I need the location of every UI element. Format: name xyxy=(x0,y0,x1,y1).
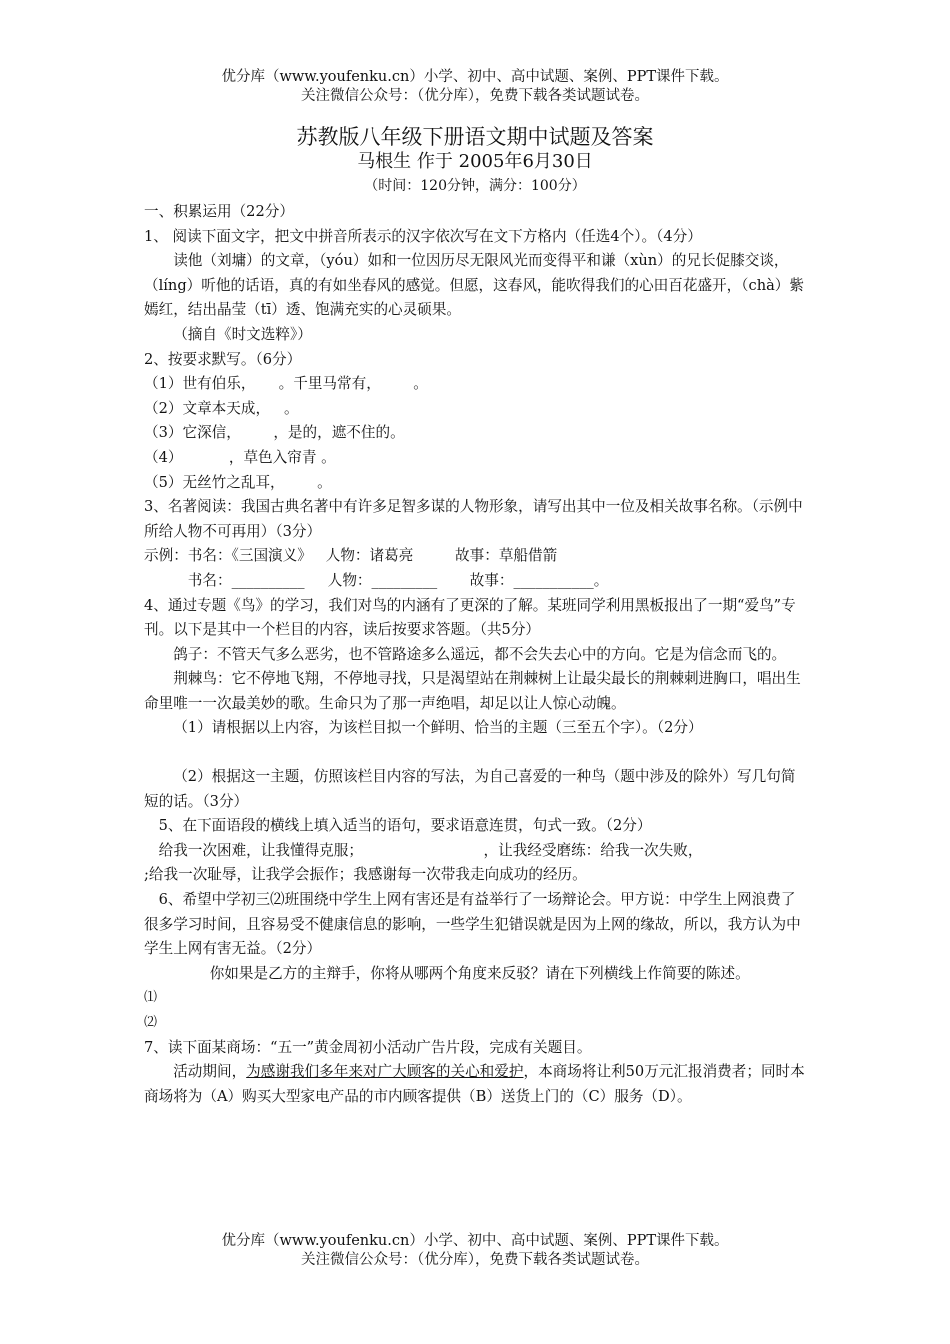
question-5-passage: 给我一次困难，让我懂得克服； ，让我经受磨练：给我一次失败， ;给我一次耻辱，让我学会振作；我感谢每一次带我走向成功的经历。 xyxy=(144,841,842,884)
question-3-example: 示例：书名：《三国演义》 人物：诸葛亮 故事：草船借箭 xyxy=(144,547,558,565)
footer-line-2: 关注微信公众号：（优分库），免费下载各类试题试卷。 xyxy=(301,1252,649,1268)
question-2-item-5: （5）无丝竹之乱耳， 。 xyxy=(144,473,332,491)
header-line-1: 优分库（www.youfenku.cn）小学、初中、高中试题、案例、PPT课件下载。 xyxy=(221,69,729,85)
question-4-sub-1: （1）请根据以上内容，为该栏目拟一个鲜明、恰当的主题（三至五个字）。（2分） xyxy=(173,719,703,737)
exam-content xyxy=(144,200,842,1109)
question-2-item-2: （2）文章本天成， 。 xyxy=(144,399,299,417)
question-6-prompt: 你如果是乙方的主辩手，你将从哪两个角度来反驳？请在下列横线上作简要的陈述。 xyxy=(209,964,750,982)
question-3-fill: 书名：__________ 人物：_________ 故事：___________。 xyxy=(187,571,609,589)
section-heading: 一、积累运用（22分） xyxy=(144,203,294,220)
answer-space xyxy=(144,741,808,765)
question-4-sub-2: （2）根据这一主题，仿照该栏目内容的写法，为自己喜爱的一种鸟（题中涉及的除外）写几句简短的话。（3分） xyxy=(144,768,796,810)
question-7-underlined: 为感谢我们多年来对广大顾客的关心和爱护 xyxy=(246,1063,524,1081)
question-2-title: 2、按要求默写。（6分） xyxy=(144,350,302,368)
question-4-thornbird: 荆棘鸟：它不停地飞翔，不停地寻找，只是渴望站在荆棘树上让最尖最长的荆棘刺进胸口，唱出生命里唯一一次最美妙的歌。生命只为了那一声绝唱，却足以让人惊心动魄。 xyxy=(144,670,801,712)
question-7-text-a: 活动期间， xyxy=(173,1063,247,1081)
question-7-title: 7、读下面某商场：“五一”黄金周初小活动广告片段，完成有关题目。 xyxy=(144,1038,592,1056)
question-6-answer-1: ⑴ xyxy=(144,990,158,1006)
time-line: （时间：120分钟，满分：100分） xyxy=(364,178,586,194)
question-5-title: 5、在下面语段的横线上填入适当的语句，要求语意连贯，句式一致。（2分） xyxy=(158,817,652,835)
question-4-pigeon: 鸽子：不管天气多么恶劣，也不管路途多么遥远，都不会失去心中的方向。它是为信念而飞的。 xyxy=(173,645,787,663)
question-1-title: 1、 阅读下面文字，把文中拼音所表示的汉字依次写在文下方格内（任选4个）。（4分） xyxy=(144,227,702,245)
question-1-passage: 读他（刘墉）的文章，（yóu）如和一位因历尽无限风光而变得平和谦（xùn）的兄长促膝交谈，（líng）听他的话语，真的有如坐春风的感觉。但愿，这春风，能吹得我们的心田百花盛开，（chà）紫嫣红，结出晶莹（tī）透、饱满充实的心灵硕果。 xyxy=(144,252,804,319)
question-1-source: （摘自《时文选粹》） xyxy=(173,325,312,343)
page-title: 苏教版八年级下册语文期中试题及答案 xyxy=(296,125,654,149)
question-6-title: 6、希望中学初三⑵班围绕中学生上网有害还是有益举行了一场辩论会。甲方说：中学生上网浪费了很多学习时间，且容易受不健康信息的影响，一些学生犯错误就是因为上网的缘故，所以，我方认为中学生上网有害无益。（2分） xyxy=(144,891,801,958)
question-2-item-1: （1）世有伯乐， 。千里马常有， 。 xyxy=(144,375,428,393)
question-6-answer-2: ⑵ xyxy=(144,1015,158,1030)
question-7-text-b: ，本商场将让利50万元汇报消费者；同时本商场将为（A）购买大型家电产品的市内顾客提供（B）送货上门的（C）服务（D）。 xyxy=(144,1063,805,1105)
question-7-passage xyxy=(144,1060,808,1109)
question-2-item-4: （4） ，草色入帘青 。 xyxy=(144,448,336,466)
question-3-title: 3、名著阅读：我国古典名著中有许多足智多谋的人物形象，请写出其中一位及相关故事名称。（示例中所给人物不可再用）（3分） xyxy=(144,498,803,540)
question-4-title: 4、通过专题《鸟》的学习，我们对鸟的内涵有了更深的了解。某班同学利用黑板报出了一期“爱鸟”专刊。以下是其中一个栏目的内容，读后按要求答题。（共5分） xyxy=(144,596,796,639)
footer-line-1: 优分库（www.youfenku.cn）小学、初中、高中试题、案例、PPT课件下载。 xyxy=(221,1233,729,1249)
header-line-2: 关注微信公众号：（优分库），免费下载各类试题试卷。 xyxy=(301,88,649,104)
author-line: 马根生 作于 2005年6月30日 xyxy=(357,151,593,172)
question-2-item-3: （3）它深信， ，是的，遮不住的。 xyxy=(144,424,405,442)
